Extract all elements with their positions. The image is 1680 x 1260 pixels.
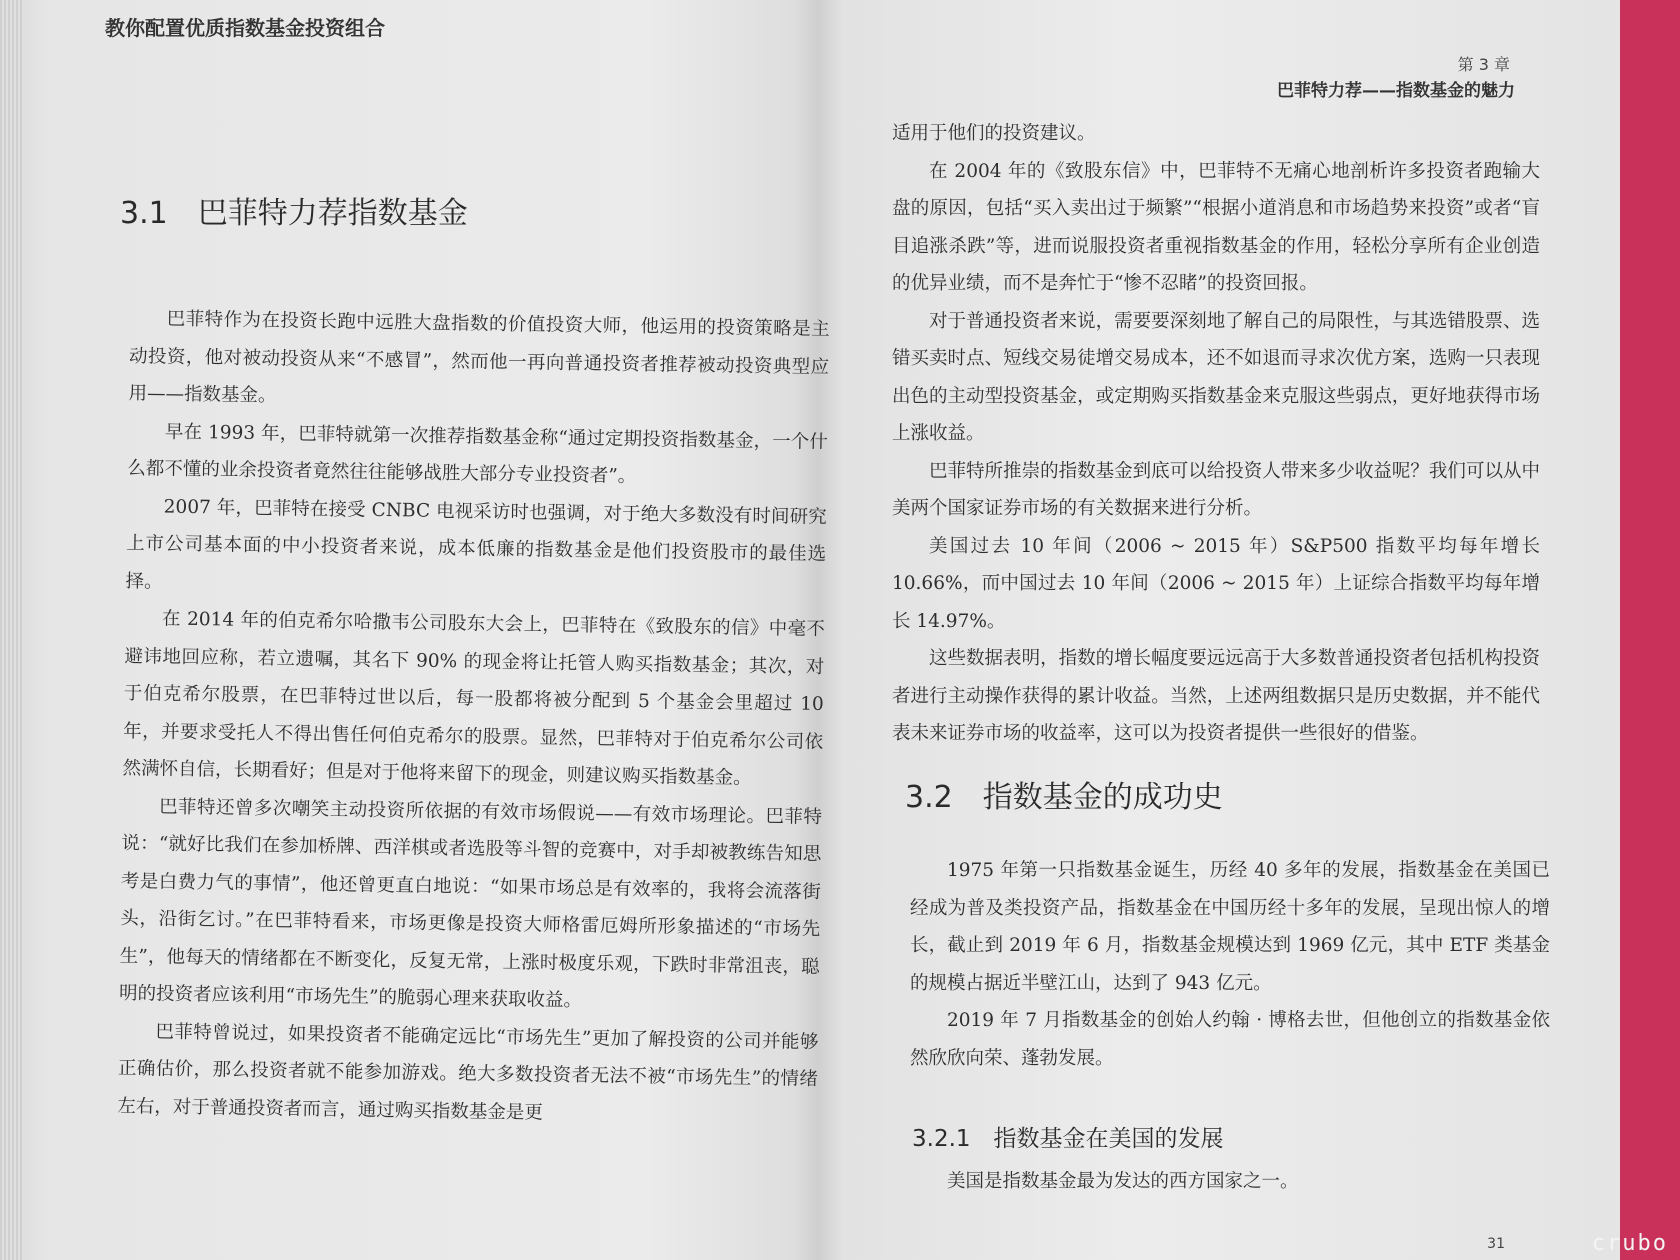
chapter-title: 巴菲特力荐——指数基金的魅力 xyxy=(1277,81,1515,101)
paragraph: 2007 年，巴菲特在接受 CNBC 电视采访时也强调，对于绝大多数没有时间研究上市公司基本面的中小投资者来说，成本低廉的指数基金是他们投资股市的最佳选择。 xyxy=(125,496,827,593)
right-body-text xyxy=(892,115,1540,753)
paragraph: 巴菲特作为在投资长跑中远胜大盘指数的价值投资大师，他运用的投资策略是主动投资，他对被动投资从来“不感冒”，然而他一再向普通投资者推荐被动投资典型应用——指数基金。 xyxy=(128,308,830,407)
running-head: 教你配置优质指数基金投资组合 xyxy=(105,16,385,40)
paragraph: 在 2004 年的《致股东信》中，巴菲特不无痛心地剖析许多投资者跑输大盘的原因，包括“买入卖出过于频繁”“根据小道消息和市场趋势来投资”或者“盲目追涨杀跌”等，进而说服投资者重视指数基金的作用，轻松分享所有企业创造的优异业绩，而不是奔忙于“惨不忍睹”的投资回报。 xyxy=(892,160,1540,294)
section-3-2-text xyxy=(910,852,1550,1077)
subsection-text xyxy=(910,1163,1550,1201)
chapter-number: 第 3 章 xyxy=(1457,55,1510,74)
paragraph: 巴菲特还曾多次嘲笑主动投资所依据的有效市场假说——有效市场理论。巴菲特说：“就好比我们在参加桥牌、西洋棋或者选股等斗智的竞赛中，对手却被教练告知思考是白费力气的事情”，他还曾更直白地说：“如果市场总是有效率的，我将会流落街头，沿街乞讨。”在巴菲特看来，市场更像是投资大师格雷厄姆所形象描述的“市场先生”，他每天的情绪都在不断变化，反复无常，上涨时极度乐观，下跌时非常沮丧，聪明的投资者应该利用“市场先生”的脆弱心理来获取收益。 xyxy=(118,796,823,1012)
left-body-text xyxy=(117,300,830,1136)
paragraph: 巴菲特曾说过，如果投资者不能确定远比“市场先生”更加了解投资的公司并能够正确估价，那么投资者就不能参加游戏。绝大多数投资者无法不被“市场先生”的情绪左右，对于普通投资者而言，通过购买指数基金是更 xyxy=(117,1020,819,1124)
paragraph: 对于普通投资者来说，需要要深刻地了解自己的局限性，与其选错股票、选错买卖时点、短线交易徒增交易成本，还不如退而寻求次优方案，选购一只表现出色的主动型投资基金，或定期购买指数基金来克服这些弱点，更好地获得市场上涨收益。 xyxy=(892,310,1540,444)
right-page xyxy=(860,0,1620,1260)
paragraph: 在 2014 年的伯克希尔哈撒韦公司股东大会上，巴菲特在《致股东的信》中毫不避讳地回应称，若立遗嘱，其名下 90% 的现金将让托管人购买指数基金；其次，对于伯克希尔股票，在巴菲特过世以后，每一股都将被分配到 5 个基金会里超过 10 年，并要求受托人不得出售任何伯克希尔的股票。显然，巴菲特对于伯克希尔公司依然满怀自信，长期看好；但是对于他将来留下的现金，则建议购买指数基金。 xyxy=(122,608,826,789)
watermark: crubo xyxy=(1591,1231,1668,1256)
paragraph: 1975 年第一只指数基金诞生，历经 40 多年的发展，指数基金在美国已经成为普及类投资产品，指数基金在中国历经十多年的发展，呈现出惊人的增长，截止到 2019 年 6 月，指数基金规模达到 1969 亿元，其中 ETF 类基金的规模占据近半壁江山，达到了 943 亿元。 xyxy=(910,860,1550,994)
paragraph: 美国过去 10 年间（2006 ~ 2015 年）S&P500 指数平均每年增长 10.66%，而中国过去 10 年间（2006 ~ 2015 年）上证综合指数平均每年增长 14.97%。 xyxy=(892,535,1540,632)
subsection-title-3-2-1: 3.2.1 指数基金在美国的发展 xyxy=(912,1126,1224,1152)
paragraph: 美国是指数基金最为发达的西方国家之一。 xyxy=(947,1171,1299,1192)
paragraph: 这些数据表明，指数的增长幅度要远远高于大多数普通投资者包括机构投资者进行主动操作获得的累计收益。当然，上述两组数据只是历史数据，并不能代表未来证券市场的收益率，这可以为投资者提供一些很好的借鉴。 xyxy=(892,648,1540,744)
continued-line: 适用于他们的投资建议。 xyxy=(892,123,1096,144)
paragraph: 巴菲特所推崇的指数基金到底可以给投资人带来多少收益呢？我们可以从中美两个国家证券市场的有关数据来进行分析。 xyxy=(892,460,1540,519)
paragraph: 2019 年 7 月指数基金的创始人约翰 · 博格去世，但他创立的指数基金依然欣欣向荣、蓬勃发展。 xyxy=(910,1010,1550,1069)
section-title-3-1: 3.1 巴菲特力荐指数基金 xyxy=(120,196,468,231)
page-number: 31 xyxy=(1487,1236,1505,1252)
paragraph: 早在 1993 年，巴菲特就第一次推荐指数基金称“通过定期投资指数基金，一个什么都不懂的业余投资者竟然往往能够战胜大部分专业投资者”。 xyxy=(127,421,829,487)
section-title-3-2: 3.2 指数基金的成功史 xyxy=(905,780,1223,815)
